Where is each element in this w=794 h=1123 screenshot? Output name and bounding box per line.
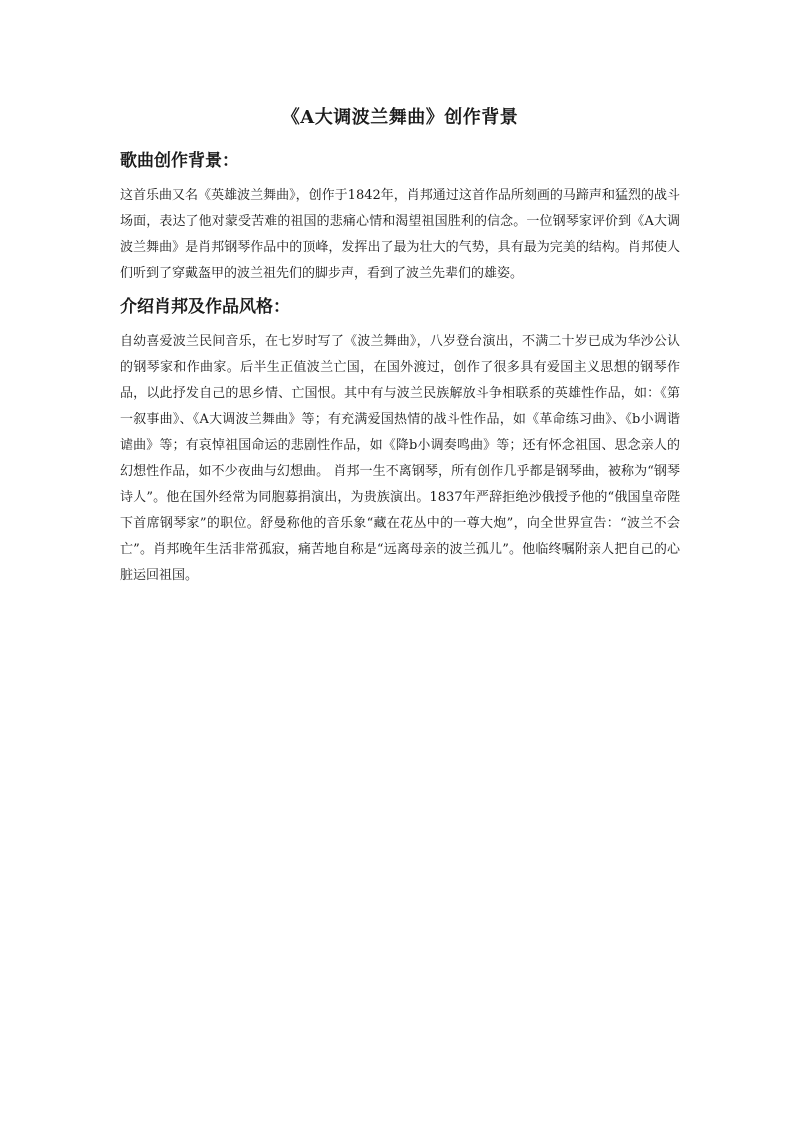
section-paragraph-chopin-style: 自幼喜爱波兰民间音乐，在七岁时写了《波兰舞曲》，八岁登台演出，不满二十岁已成为华沙公认的钢琴家和作曲家。后半生正值波兰亡国，在国外渡过，创作了很多具有爱国主义思想的钢琴作品，以此抒发自己的思乡情、亡国恨。其中有与波兰民族解放斗争相联系的英雄性作品，如：《第一叙事曲》、《A大调波兰舞曲》等；有充满爱国热情的战斗性作品，如《革命练习曲》、《b小调谐谑曲》等；有哀悼祖国命运的悲剧性作品，如《降b小调奏鸣曲》等；还有怀念祖国、思念亲人的幻想性作品，如不少夜曲与幻想曲。 肖邦一生不离钢琴，所有创作几乎都是钢琴曲，被称为“钢琴诗人”。他在国外经常为同胞募捐演出，为贵族演出。1837年严辞拒绝沙俄授予他的“俄国皇帝陛下首席钢琴家”的职位。舒曼称他的音乐象“藏在花丛中的一尊大炮”，向全世界宣告：“波兰不会亡”。肖邦晚年生活非常孤寂，痛苦地自称是“远离母亲的波兰孤儿”。他临终嘱附亲人把自己的心脏运回祖国。: [120, 334, 680, 583]
section-heading-background: 歌曲创作背景：: [120, 151, 239, 171]
section-heading-chopin-style: 介绍肖邦及作品风格：: [120, 297, 290, 317]
document-body: [120, 103, 680, 589]
section-paragraph-background: 这首乐曲又名《英雄波兰舞曲》，创作于1842年，肖邦通过这首作品所刻画的马蹄声和猛烈的战斗场面，表达了他对蒙受苦难的祖国的悲痛心情和渴望祖国胜利的信念。一位钢琴家评价到《A大调波兰舞曲》是肖邦钢琴作品中的顶峰，发挥出了最为壮大的气势，具有最为完美的结构。肖邦使人们听到了穿戴盔甲的波兰祖先们的脚步声，看到了波兰先辈们的雄姿。: [120, 188, 680, 281]
document-title: 《A大调波兰舞曲》创作背景: [281, 107, 519, 128]
